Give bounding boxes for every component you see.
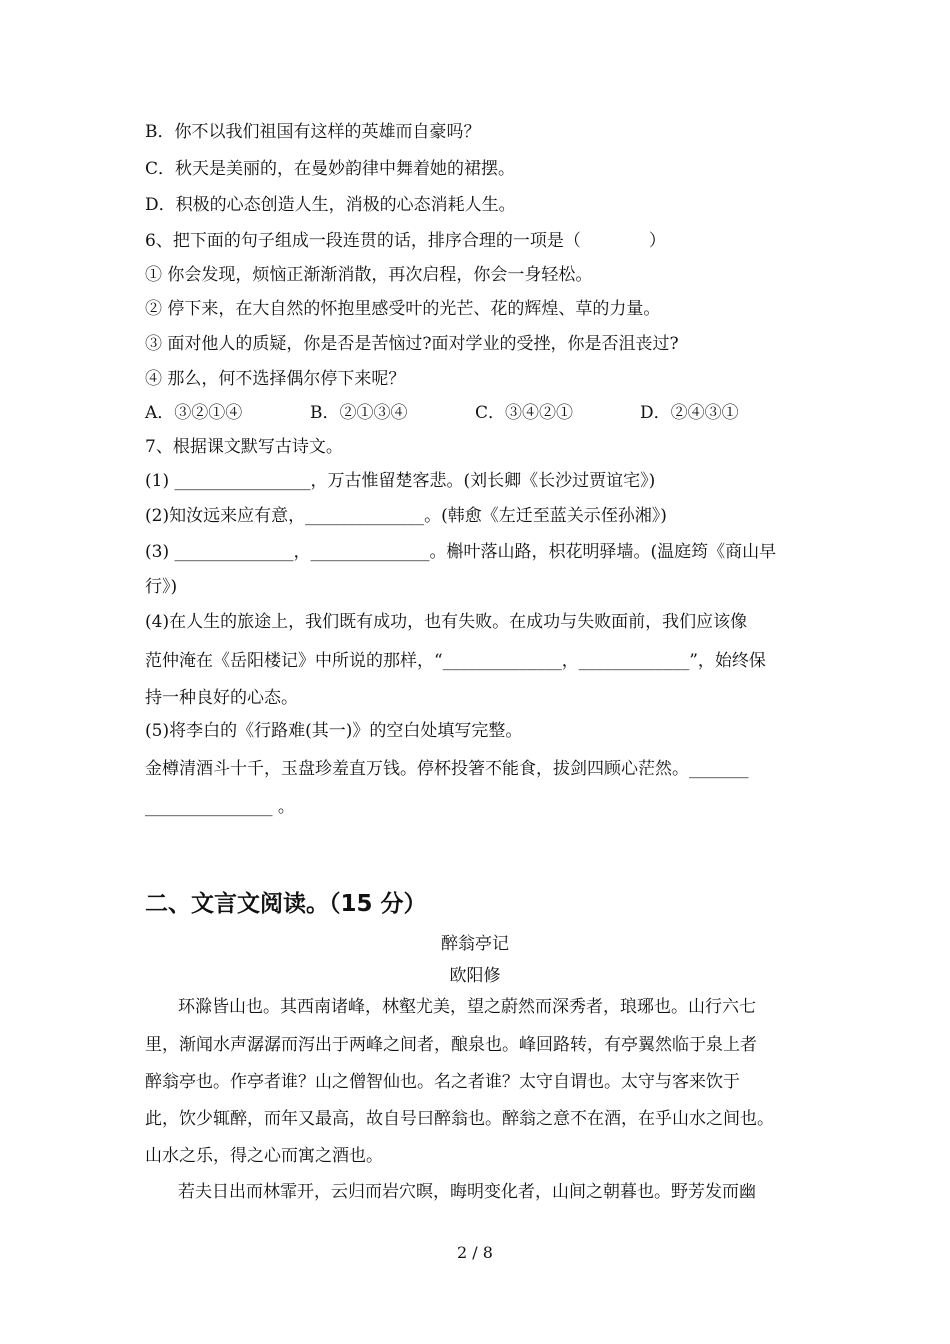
q7-part-2: (2)知汝远来应有意，______________。(韩愈《左迁至蓝关示侄孙湘》) — [145, 506, 667, 526]
q6-stem: 6、把下面的句子组成一段连贯的话，排序合理的一项是（ ） — [145, 231, 666, 251]
q7-part-3-line-1: (3) ______________，______________。槲叶落山路，枳花明驿墙。(温庭筠《商山早 — [145, 542, 777, 562]
q7-part-4-line-2: 范仲淹在《岳阳楼记》中所说的那样，“______________，_____________”，始终保 — [145, 651, 766, 671]
passage-line: 山水之乐，得之心而寓之酒也。 — [145, 1146, 383, 1166]
q7-part-5-line-2: 金樽清酒斗十千，玉盘珍羞直万钱。停杯投箸不能食，拔剑四顾心茫然。_______ — [145, 759, 749, 779]
q6-options — [145, 402, 739, 424]
q6-option-b: B．②①③④ — [310, 403, 408, 423]
section-heading: 二、文言文阅读。（15 分） — [145, 891, 427, 917]
option-b: B．你不以我们祖国有这样的英雄而自豪吗？ — [145, 122, 481, 142]
page-number: 2 / 8 — [457, 1243, 493, 1262]
q6-sentence-4: ④ 那么，何不选择偶尔停下来呢？ — [145, 369, 406, 389]
q7-part-5-line-1: (5)将李白的《行路难(其一)》的空白处填写完整。 — [145, 721, 523, 741]
q6-sentence-3: ③ 面对他人的质疑，你是否是苦恼过?面对学业的受挫，你是否沮丧过? — [145, 334, 679, 354]
q7-part-4-line-3: 持一种良好的心态。 — [145, 688, 298, 708]
passage-author: 欧阳修 — [449, 966, 501, 986]
passage-line: 若夫日出而林霏开，云归而岩穴暝，晦明变化者，山间之朝暮也。野芳发而幽 — [178, 1182, 756, 1202]
passage-line: 醉翁亭也。作亭者谁？山之僧智仙也。名之者谁？太守自谓也。太守与客来饮于 — [145, 1072, 740, 1092]
q7-part-4-line-1: (4)在人生的旅途上，我们既有成功，也有失败。在成功与失败面前，我们应该像 — [145, 612, 748, 632]
option-d: D．积极的心态创造人生，消极的心态消耗人生。 — [145, 195, 516, 215]
passage-title: 醉翁亭记 — [441, 934, 509, 954]
q7-part-5-line-3: _______________ 。 — [145, 797, 295, 817]
passage-line: 里，渐闻水声潺潺而泻出于两峰之间者，酿泉也。峰回路转，有亭翼然临于泉上者 — [145, 1035, 757, 1055]
passage-line: 环滁皆山也。其西南诸峰，林壑尤美，望之蔚然而深秀者，琅琊也。山行六七 — [178, 997, 756, 1017]
q7-part-3-line-2: 行》) — [145, 577, 178, 597]
q6-option-a: A．③②①④ — [145, 403, 243, 423]
passage-line: 此，饮少辄醉，而年又最高，故自号曰醉翁也。醉翁之意不在酒，在乎山水之间也。 — [145, 1109, 774, 1129]
q6-sentence-1: ① 你会发现，烦恼正渐渐消散，再次启程，你会一身轻松。 — [145, 265, 593, 285]
q6-option-c: C．③④②① — [475, 403, 574, 423]
q7-part-1: (1) ________________，万古惟留楚客悲。(刘长卿《长沙过贾谊宅》) — [145, 471, 656, 491]
q6-option-d: D．②④③① — [640, 403, 739, 423]
q6-sentence-2: ② 停下来，在大自然的怀抱里感受叶的光芒、花的辉煌、草的力量。 — [145, 299, 661, 319]
q7-stem: 7、根据课文默写古诗文。 — [145, 437, 343, 457]
option-c: C．秋天是美丽的，在曼妙韵律中舞着她的裙摆。 — [145, 159, 516, 179]
